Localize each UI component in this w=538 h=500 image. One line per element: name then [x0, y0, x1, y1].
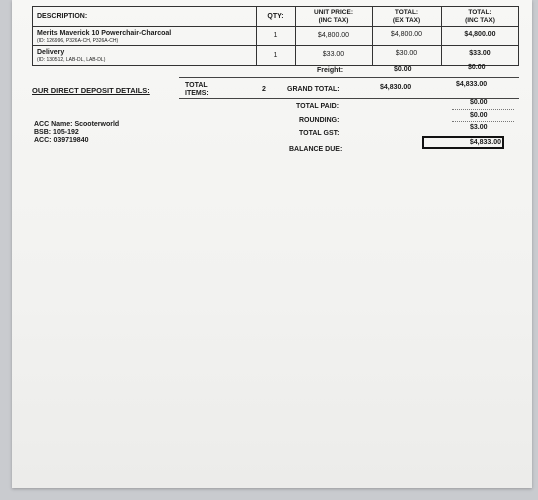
- total-paid-label: TOTAL PAID:: [296, 103, 340, 110]
- invoice-page: [12, 0, 532, 488]
- grand-total-inc: $4,833.00: [456, 81, 488, 88]
- header-total-ex-tax: (EX TAX): [392, 17, 421, 24]
- items-table: [32, 6, 519, 66]
- row2-id: (ID: 130512, LAB-DL, LAB-DL): [37, 57, 106, 63]
- total-paid-value: $0.00: [470, 99, 488, 106]
- rounding-dotted-rule: [452, 121, 514, 122]
- freight-ex: $0.00: [394, 66, 412, 73]
- row2-unit-price: $33.00: [322, 51, 345, 58]
- row1-unit-price: $4,800.00: [317, 32, 350, 39]
- deposit-acc: ACC: 039719840: [34, 137, 89, 144]
- balance-due-label: BALANCE DUE:: [289, 146, 343, 153]
- total-items-label-line1: TOTAL: [185, 82, 208, 89]
- freight-label: Freight:: [317, 67, 344, 74]
- totals-top-rule: [179, 77, 519, 78]
- deposit-heading: OUR DIRECT DEPOSIT DETAILS:: [32, 86, 150, 95]
- row1-total-ex: $4,800.00: [390, 31, 423, 38]
- header-total-inc-tax: (INC TAX): [465, 17, 495, 24]
- table-header-divider: [33, 26, 518, 27]
- rounding-value: $0.00: [470, 112, 488, 119]
- total-items-label-line2: ITEMS:: [185, 90, 209, 97]
- row1-qty: 1: [273, 32, 278, 39]
- total-items-value: 2: [262, 86, 266, 93]
- header-total-ex: TOTAL:: [394, 9, 419, 16]
- row1-id: (ID: 126996, P326A-CH, P326A-CH): [37, 38, 119, 44]
- grand-total-label: GRAND TOTAL:: [287, 86, 340, 93]
- header-total-inc: TOTAL:: [468, 9, 492, 16]
- row2-total-ex: $30.00: [395, 50, 418, 57]
- deposit-bsb: BSB: 105-192: [34, 129, 79, 136]
- header-unit-price: UNIT PRICE:: [314, 9, 353, 16]
- header-qty: QTY:: [267, 13, 284, 20]
- header-description: DESCRIPTION:: [37, 13, 88, 20]
- total-gst-value: $3.00: [470, 124, 488, 131]
- grand-total-ex: $4,830.00: [380, 84, 412, 91]
- balance-due-value: $4,833.00: [469, 139, 501, 146]
- totals-bottom-rule: [179, 98, 519, 99]
- freight-inc: $0.00: [468, 64, 486, 71]
- total-gst-label: TOTAL GST:: [299, 130, 340, 137]
- header-unit-price-tax: (INC TAX): [318, 17, 349, 24]
- rounding-label: ROUNDING:: [299, 117, 340, 124]
- row2-total-inc: $33.00: [469, 50, 491, 57]
- deposit-acc-name: ACC Name: Scooterworld: [34, 121, 120, 128]
- paid-dotted-rule: [452, 109, 514, 110]
- row1-total-inc: $4,800.00: [464, 31, 496, 38]
- table-row-divider: [33, 45, 518, 46]
- row2-name: Delivery: [37, 49, 65, 56]
- row2-qty: 1: [273, 52, 278, 59]
- row1-name: Merits Maverick 10 Powerchair-Charcoal: [37, 30, 172, 37]
